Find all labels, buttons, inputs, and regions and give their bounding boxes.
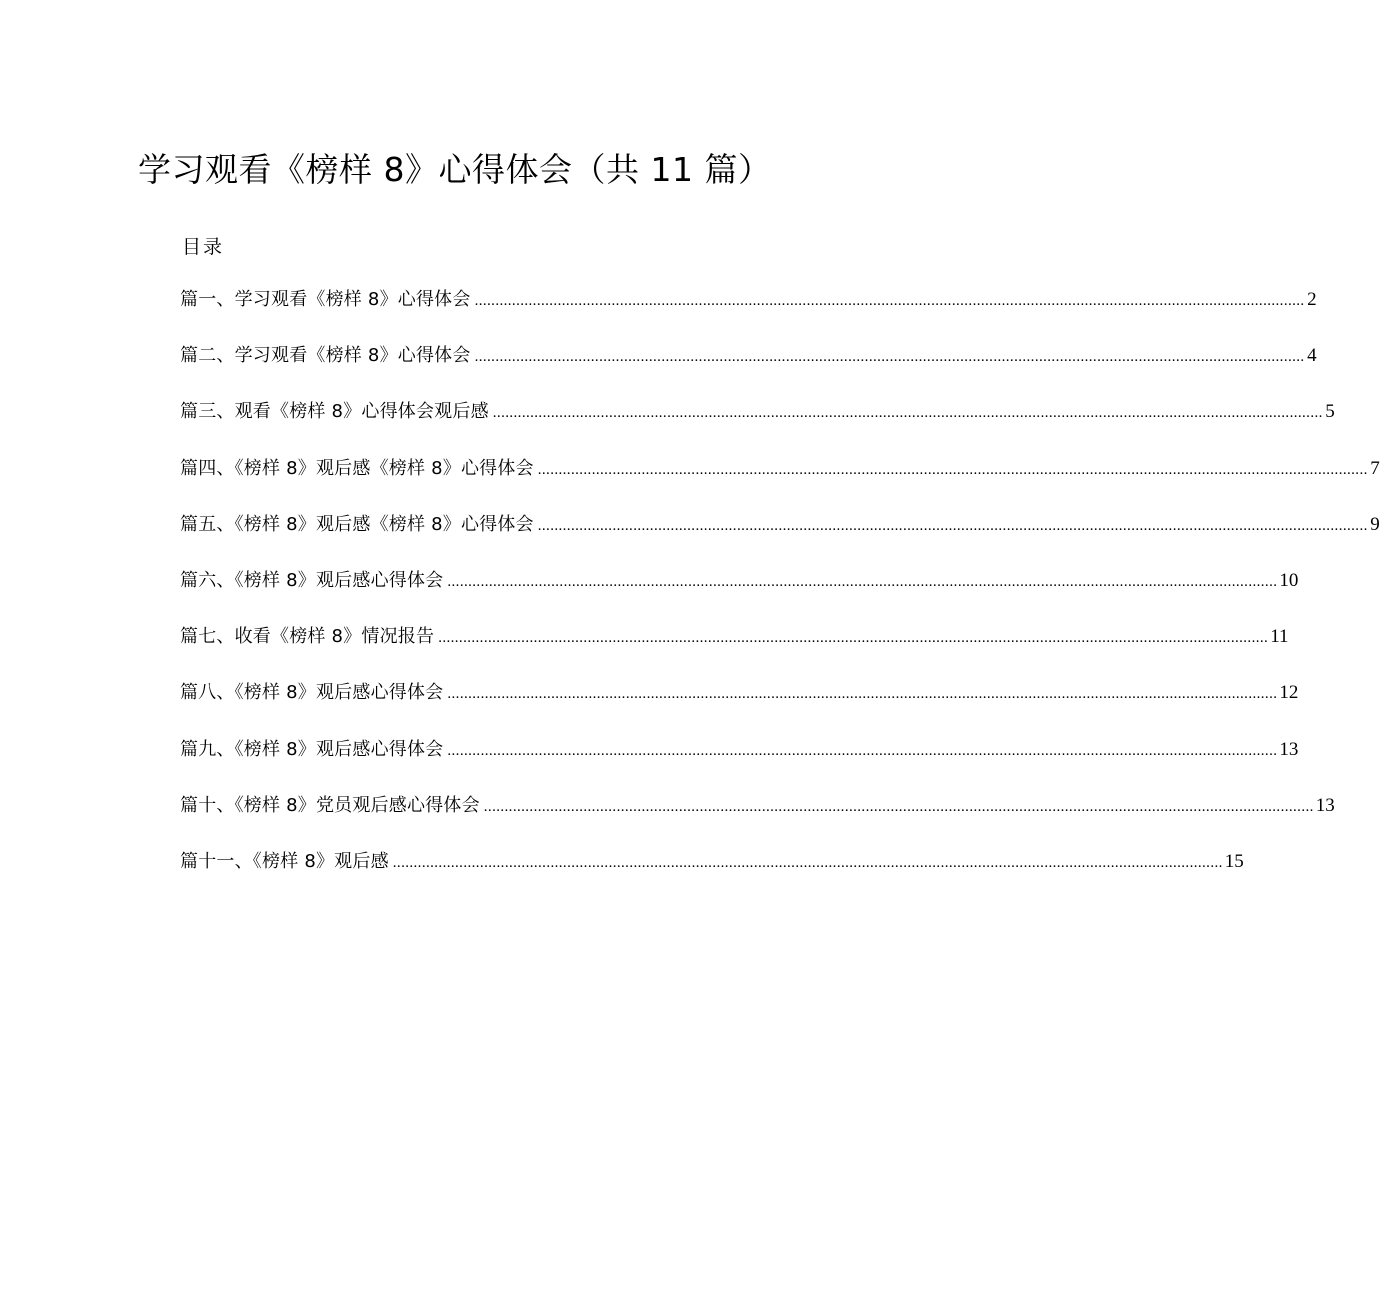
toc-entry-title: 篇八、《榜样 8》观后感心得体会: [180, 682, 444, 704]
table-of-contents: [180, 285, 1380, 903]
toc-entry-title: 篇一、学习观看《榜样 8》心得体会: [180, 289, 471, 310]
toc-dot-leader: ........................................................................................................................................................................................................: [438, 630, 1269, 647]
toc-entry[interactable]: [180, 791, 1335, 847]
toc-dot-leader: ........................................................................................................................................................................................................: [474, 293, 1305, 309]
toc-page-number: 12: [1279, 682, 1299, 704]
toc-dot-leader: ........................................................................................................................................................................................................: [483, 798, 1314, 815]
toc-entry[interactable]: [180, 735, 1299, 791]
toc-entry-title: 篇七、收看《榜样 8》情况报告: [180, 626, 435, 648]
toc-entry[interactable]: [180, 622, 1289, 678]
toc-dot-leader: ........................................................................................................................................................................................................: [537, 461, 1368, 478]
toc-dot-leader: ........................................................................................................................................................................................................: [474, 349, 1305, 366]
toc-page-number: 13: [1315, 794, 1335, 816]
toc-entry-title: 篇十、《榜样 8》党员观后感心得体会: [180, 794, 480, 816]
toc-entry[interactable]: [180, 285, 1317, 341]
toc-dot-leader: ........................................................................................................................................................................................................: [447, 573, 1278, 590]
toc-entry-title: 篇二、学习观看《榜样 8》心得体会: [180, 345, 471, 367]
toc-dot-leader: ........................................................................................................................................................................................................: [392, 854, 1223, 871]
toc-entry[interactable]: [180, 510, 1380, 566]
toc-entry-title: 篇十一、《榜样 8》观后感: [180, 850, 389, 872]
toc-dot-leader: ........................................................................................................................................................................................................: [447, 686, 1278, 703]
toc-page-number: 5: [1325, 401, 1335, 423]
toc-dot-leader: ........................................................................................................................................................................................................: [537, 517, 1368, 534]
toc-entry[interactable]: [180, 397, 1335, 453]
toc-dot-leader: ........................................................................................................................................................................................................: [447, 742, 1278, 759]
toc-page-number: 13: [1279, 738, 1299, 760]
document-title: 学习观看《榜样 8》心得体会（共 11 篇）: [138, 150, 772, 189]
toc-entry-title: 篇五、《榜样 8》观后感《榜样 8》心得体会: [180, 513, 534, 535]
toc-page-number: 10: [1279, 569, 1299, 591]
toc-entry-title: 篇四、《榜样 8》观后感《榜样 8》心得体会: [180, 457, 534, 479]
toc-dot-leader: ........................................................................................................................................................................................................: [492, 405, 1323, 422]
toc-entry[interactable]: [180, 847, 1244, 903]
toc-entry[interactable]: [180, 454, 1380, 510]
toc-entry-title: 篇三、观看《榜样 8》心得体会观后感: [180, 401, 489, 423]
toc-entry[interactable]: [180, 566, 1299, 622]
toc-page-number: 15: [1224, 850, 1244, 872]
toc-entry-title: 篇九、《榜样 8》观后感心得体会: [180, 738, 444, 760]
toc-page-number: 4: [1307, 345, 1317, 367]
toc-page-number: 2: [1307, 289, 1317, 310]
toc-entry[interactable]: [180, 678, 1299, 734]
toc-page-number: 11: [1270, 626, 1289, 648]
toc-entry-title: 篇六、《榜样 8》观后感心得体会: [180, 569, 444, 591]
toc-page-number: 9: [1370, 513, 1380, 535]
toc-entry[interactable]: [180, 341, 1317, 397]
toc-heading: 目录: [182, 236, 225, 258]
toc-page-number: 7: [1370, 457, 1380, 479]
